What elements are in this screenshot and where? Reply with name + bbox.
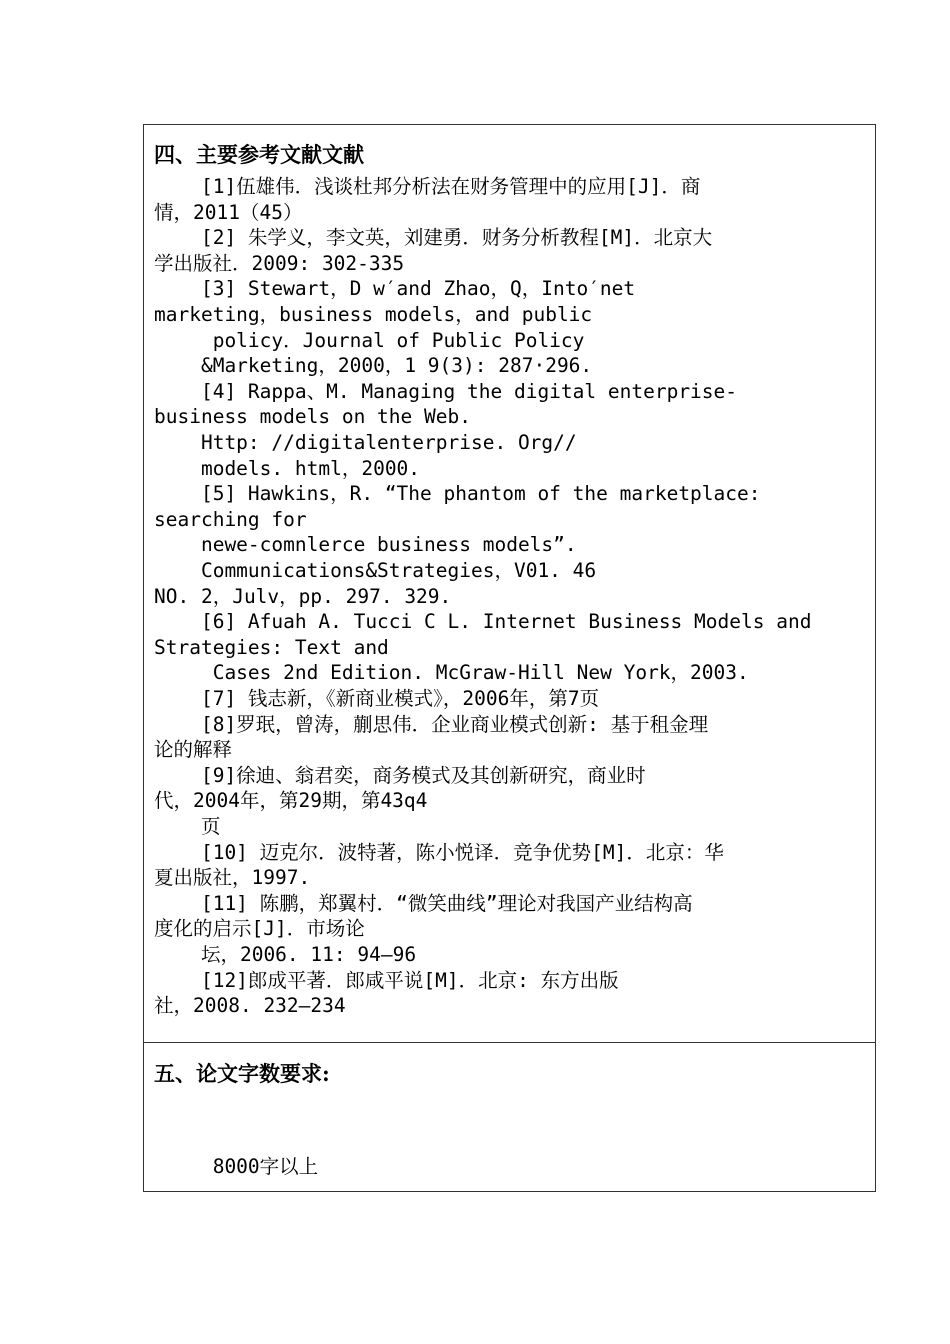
reference-line: policy．Journal of Public Policy [154, 328, 585, 352]
reference-line: models. html，2000. [154, 456, 421, 480]
reference-line: Cases 2nd Edition. McGraw-Hill New York，2003. [154, 661, 749, 685]
reference-line: [5] Hawkins，R. “The phantom of the marketplace: [154, 482, 761, 506]
reference-line: 代，2004年，第29期，第43q4 [154, 789, 428, 813]
reference-line: [11] 陈鹏，郑翼村．“微笑曲线”理论对我国产业结构高 [154, 891, 693, 915]
reference-line: [2] 朱学义，李文英，刘建勇．财务分析教程[M]．北京大 [154, 226, 713, 250]
reference-line: 论的解释 [154, 738, 233, 762]
reference-line: [9]徐迪、翁君奕，商务模式及其创新研究，商业时 [154, 763, 646, 787]
reference-line: [6] Afuah A. Tucci C L. Internet Business Models and [154, 610, 812, 634]
reference-line: Communications&Strategies，V01. 46 [154, 559, 597, 582]
reference-line: 社，2008. 232—234 [154, 994, 346, 1018]
reference-line: [10] 迈克尔．波特著，陈小悦译．竞争优势[M]．北京：华 [154, 840, 724, 864]
reference-line: [4] Rappa、M. Managing the digital enterprise- [154, 379, 738, 403]
reference-line: searching for [154, 507, 307, 531]
reference-line: &Marketing，2000，1 9(3): 287·296. [154, 354, 593, 378]
reference-line: [12]郎成平著．郎咸平说[M]．北京: 东方出版 [154, 968, 619, 992]
reference-line: [3] Stewart，D w′and Zhao，Q，Into′net [154, 277, 636, 301]
reference-line: 坛，2006. 11: 94—96 [154, 943, 417, 966]
reference-line: business models on the Web. [154, 405, 471, 429]
reference-line: 夏出版社，1997. [154, 866, 311, 890]
reference-line: 度化的启示[J]．市场论 [154, 917, 365, 941]
reference-line: 学出版社．2009: 302-335 [154, 251, 405, 275]
word-count-requirement: 8000字以上 [154, 1155, 319, 1178]
reference-line: 页 [154, 815, 221, 838]
document-table [143, 124, 876, 1192]
reference-line: 情，2011（45） [154, 200, 303, 224]
reference-line: newe-comnlerce business models”. [154, 533, 577, 557]
reference-line: [8]罗珉，曾涛，蒯思伟．企业商业模式创新: 基于租金理 [154, 712, 709, 736]
reference-line: Strategies: Text and [154, 635, 389, 659]
word-count-heading: 五、论文字数要求: [154, 1061, 330, 1086]
references-heading: 四、主要参考文献文献 [154, 142, 364, 167]
section-divider [144, 1042, 875, 1043]
reference-line: [1]伍雄伟．浅谈杜邦分析法在财务管理中的应用[J]．商 [154, 175, 701, 198]
reference-line: marketing，business models，and public [154, 303, 593, 326]
reference-line: Http: //digitalenterprise. Org// [154, 431, 577, 454]
reference-line: [7] 钱志新，《新商业模式》，2006年，第7页 [154, 687, 600, 710]
reference-line: NO. 2，Julv，pp. 297. 329. [154, 584, 452, 608]
